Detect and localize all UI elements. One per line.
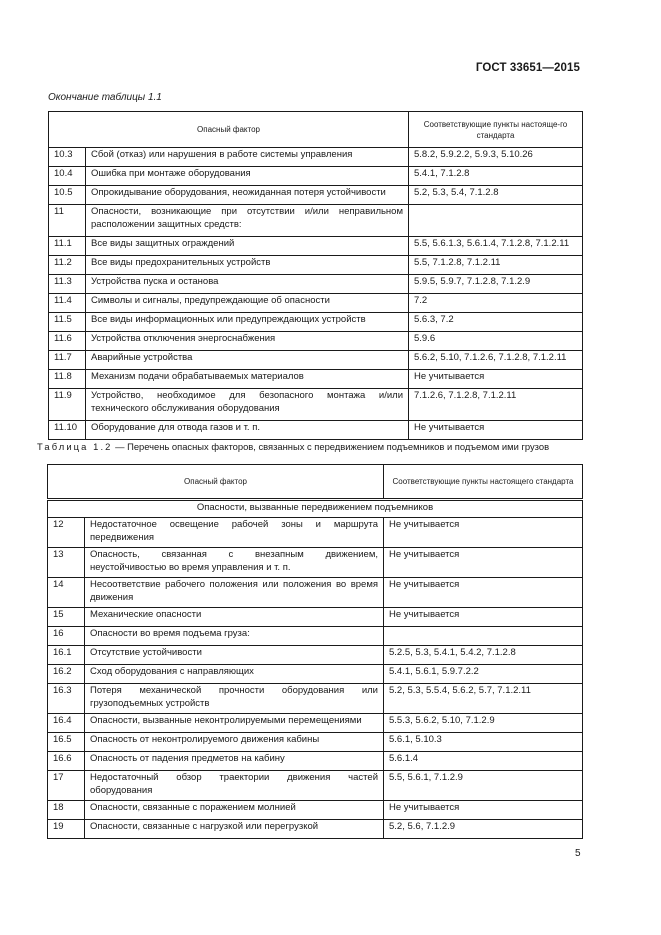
row-number: 11.7 [49,351,86,370]
row-clauses: 7.2 [409,294,583,313]
row-factor: Опасность от падения предметов на кабину [85,752,384,771]
table2-header-clauses: Соответствующие пункты настоящего стандарта [384,465,583,500]
row-number: 19 [48,820,85,839]
row-factor: Несоответствие рабочего положения или положения во время движения [85,578,384,608]
row-clauses: 5.4.1, 5.6.1, 5.9.7.2.2 [384,665,583,684]
table-row [48,665,583,684]
row-number: 16.3 [48,684,85,714]
row-clauses: 5.2, 5.6, 7.1.2.9 [384,820,583,839]
row-number: 16.2 [48,665,85,684]
row-clauses: Не учитывается [384,518,583,548]
row-clauses: Не учитывается [409,370,583,389]
row-factor: Недостаточный обзор траектории движения частей оборудования [85,771,384,801]
row-number: 13 [48,548,85,578]
row-clauses: 5.6.1, 5.10.3 [384,733,583,752]
row-clauses: 5.4.1, 7.1.2.8 [409,167,583,186]
row-clauses: Не учитывается [384,578,583,608]
row-clauses: Не учитывается [384,608,583,627]
table2-header-factor: Опасный фактор [48,465,384,500]
row-factor: Аварийные устройства [86,351,409,370]
table1-header-clauses: Соответствующие пункты настояще-го стандарта [409,112,583,148]
row-clauses: 5.9.6 [409,332,583,351]
table-row [48,684,583,714]
row-number: 10.3 [49,148,86,167]
table-row [48,518,583,548]
row-clauses: 5.2, 5.3, 5.4, 7.1.2.8 [409,186,583,205]
row-clauses: 5.2, 5.3, 5.5.4, 5.6.2, 5.7, 7.1.2.11 [384,684,583,714]
table-row [48,752,583,771]
row-factor: Сбой (отказ) или нарушения в работе системы управления [86,148,409,167]
row-number: 10.4 [49,167,86,186]
row-number: 16.4 [48,714,85,733]
row-clauses: 5.9.5, 5.9.7, 7.1.2.8, 7.1.2.9 [409,275,583,294]
row-factor: Устройства отключения энергоснабжения [86,332,409,351]
row-clauses [384,627,583,646]
row-clauses: Не учитывается [384,801,583,820]
row-factor: Опасности, возникающие при отсутствии и/или неправильном расположении защитных средств: [86,205,409,237]
row-factor: Опасности во время подъема груза: [85,627,384,646]
row-factor: Механизм подачи обрабатываемых материалов [86,370,409,389]
row-clauses: 5.6.1.4 [384,752,583,771]
table-row [48,733,583,752]
table-row [49,237,583,256]
table2-caption [37,441,637,452]
table-row [49,389,583,421]
table2-section-title: Опасности, вызванные передвижением подъемников [48,500,583,518]
row-number: 17 [48,771,85,801]
row-number: 11.10 [49,421,86,440]
row-factor: Опасности, связанные с нагрузкой или перегрузкой [85,820,384,839]
row-factor: Опасность от неконтролируемого движения кабины [85,733,384,752]
row-factor: Опасность, связанная с внезапным движением, неустойчивостью во время управления и т. п. [85,548,384,578]
row-factor: Оборудование для отвода газов и т. п. [86,421,409,440]
table-row [49,256,583,275]
table-row [49,421,583,440]
table2 [47,464,583,839]
row-number: 16.5 [48,733,85,752]
row-factor: Опасности, вызванные неконтролируемыми перемещениями [85,714,384,733]
table-row [48,771,583,801]
row-factor: Ошибка при монтаже оборудования [86,167,409,186]
standard-designation: ГОСТ 33651—2015 [475,62,580,74]
row-clauses [409,205,583,237]
row-number: 11.3 [49,275,86,294]
table-row [49,148,583,167]
table1-caption: Окончание таблицы 1.1 [48,92,162,103]
table-row [49,294,583,313]
table2-section-row [48,500,583,518]
table-row [49,332,583,351]
row-number: 11.2 [49,256,86,275]
table-row [49,313,583,332]
row-clauses: 5.5, 5.6.1.3, 5.6.1.4, 7.1.2.8, 7.1.2.11 [409,237,583,256]
row-factor: Сход оборудования с направляющих [85,665,384,684]
row-number: 11.5 [49,313,86,332]
row-number: 11.4 [49,294,86,313]
row-factor: Устройство, необходимое для безопасного монтажа и/или технического обслуживания оборудования [86,389,409,421]
row-clauses: 5.8.2, 5.9.2.2, 5.9.3, 5.10.26 [409,148,583,167]
table1 [48,111,583,440]
row-number: 16.1 [48,646,85,665]
table-row [48,548,583,578]
table-row [49,205,583,237]
table-row [48,627,583,646]
row-factor: Все виды информационных или предупреждающих устройств [86,313,409,332]
row-number: 11.1 [49,237,86,256]
row-factor: Все виды предохранительных устройств [86,256,409,275]
row-factor: Устройства пуска и останова [86,275,409,294]
table-row [48,578,583,608]
row-number: 10.5 [49,186,86,205]
page-number: 5 [575,848,581,859]
row-clauses: 5.5, 5.6.1, 7.1.2.9 [384,771,583,801]
row-factor: Механические опасности [85,608,384,627]
row-factor: Потеря механической прочности оборудования или грузоподъемных устройств [85,684,384,714]
row-number: 11 [49,205,86,237]
table-row [49,370,583,389]
table2-caption-text: — Перечень опасных факторов, связанных с передвижением подъемников и подъемом ими грузов [112,441,550,452]
row-factor: Недостаточное освещение рабочей зоны и маршрута передвижения [85,518,384,548]
row-number: 15 [48,608,85,627]
table1-header-factor: Опасный фактор [49,112,409,148]
row-clauses: 5.6.2, 5.10, 7.1.2.6, 7.1.2.8, 7.1.2.11 [409,351,583,370]
table1-body [49,148,583,440]
table-row [49,167,583,186]
table2-caption-label: Таблица 1.2 [37,441,113,452]
row-factor: Опрокидывание оборудования, неожиданная потеря устойчивости [86,186,409,205]
table-row [48,801,583,820]
row-number: 16.6 [48,752,85,771]
row-number: 11.9 [49,389,86,421]
row-clauses: 5.6.3, 7.2 [409,313,583,332]
row-number: 16 [48,627,85,646]
table-row [49,186,583,205]
table-row [49,275,583,294]
table-row [48,714,583,733]
row-clauses: 5.2.5, 5.3, 5.4.1, 5.4.2, 7.1.2.8 [384,646,583,665]
row-number: 18 [48,801,85,820]
table-row [48,608,583,627]
row-clauses: Не учитывается [409,421,583,440]
table-row [48,646,583,665]
row-number: 11.6 [49,332,86,351]
table2-body [48,500,583,839]
row-factor: Опасности, связанные с поражением молнией [85,801,384,820]
row-factor: Символы и сигналы, предупреждающие об опасности [86,294,409,313]
row-number: 14 [48,578,85,608]
row-clauses: 7.1.2.6, 7.1.2.8, 7.1.2.11 [409,389,583,421]
row-clauses: 5.5, 7.1.2.8, 7.1.2.11 [409,256,583,275]
table-row [49,351,583,370]
row-factor: Отсутствие устойчивости [85,646,384,665]
row-clauses: 5.5.3, 5.6.2, 5.10, 7.1.2.9 [384,714,583,733]
row-factor: Все виды защитных ограждений [86,237,409,256]
table-row [48,820,583,839]
row-number: 11.8 [49,370,86,389]
row-clauses: Не учитывается [384,548,583,578]
row-number: 12 [48,518,85,548]
